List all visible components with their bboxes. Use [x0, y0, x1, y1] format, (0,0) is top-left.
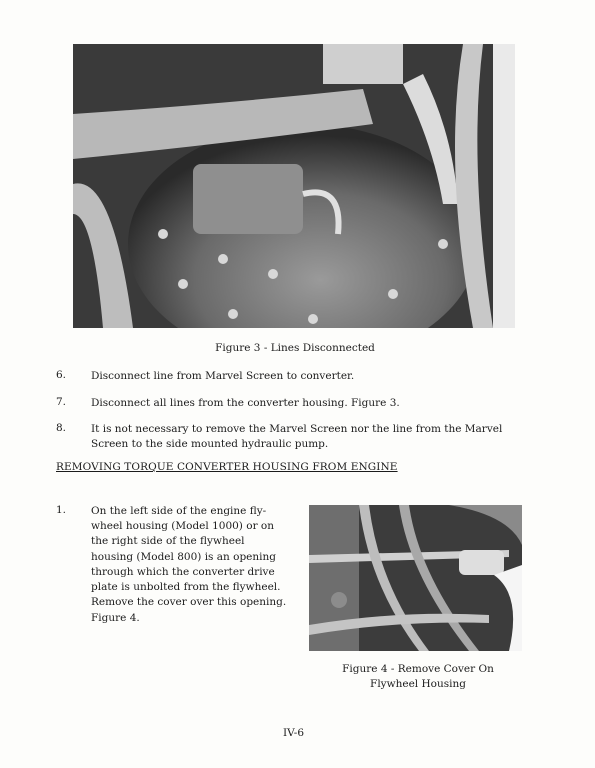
step-1-text: On the left side of the engine fly-wheel housing (Model 1000) or on the right side of the flywheel housing (Model 800) is an opening through which the converter drive plate is unbolted from the flywheel. Remove the cover over this opening. Figure 4. [91, 505, 287, 624]
figure-3-photo [73, 44, 515, 328]
step-7-text: Disconnect all lines from the converter housing. Figure 3. [91, 397, 400, 409]
figure-4-photo [309, 505, 522, 651]
step-1-number: 1. [56, 504, 67, 516]
figure-4-caption: Figure 4 - Remove Cover On Flywheel Housing [342, 663, 494, 691]
page-number: IV-6 [283, 727, 304, 739]
step-7-number: 7. [56, 396, 67, 408]
flywheel-housing-image [309, 505, 522, 651]
step-8-text: It is not necessary to remove the Marvel Screen nor the line from the Marvel Screen to the side mounted hydraulic pump. [91, 423, 503, 451]
engine-lines-image [73, 44, 515, 328]
section-heading: REMOVING TORQUE CONVERTER HOUSING FROM ENGINE [56, 461, 398, 473]
step-6-text: Disconnect line from Marvel Screen to converter. [91, 370, 355, 382]
figure-3-caption: Figure 3 - Lines Disconnected [215, 342, 375, 354]
step-8-number: 8. [56, 422, 67, 434]
step-6-number: 6. [56, 369, 67, 381]
